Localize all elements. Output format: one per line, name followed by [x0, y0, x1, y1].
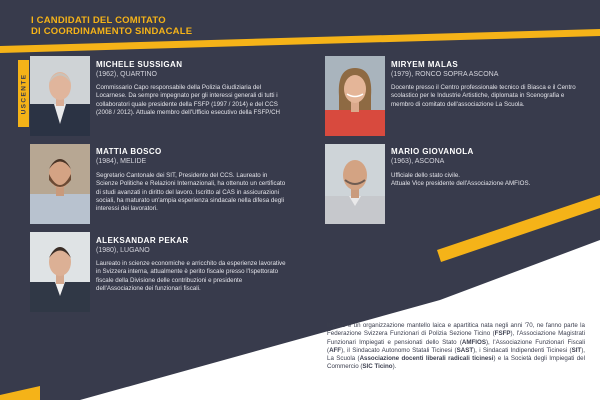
candidate-meta: (1963), ASCONA: [391, 158, 445, 165]
candidate-photo-sussigan: [30, 56, 90, 136]
candidate-name: MATTIA BOSCO: [96, 147, 162, 156]
candidate-photo-bosco: [30, 144, 90, 224]
candidate-meta: (1962), QUARTINO: [96, 71, 157, 78]
page-title-line1: I CANDIDATI DEL COMITATO: [31, 15, 166, 26]
uscente-badge-label: USCENTE: [20, 73, 27, 114]
candidate-name: MICHELE SUSSIGAN: [96, 60, 183, 69]
candidate-bio: Ufficiale dello stato civile. Attuale Vice presidente dell'Associazione AMFIOS.: [391, 172, 531, 188]
candidate-bio: Laureato in scienze economiche e arricchito da esperienze lavorative in Svizzera interna, attualmente è perito fiscale presso l'Ispettorato fiscale della Divisione delle contribuzioni e presidente dell'Associazione dei funzionari fiscali.: [96, 260, 286, 292]
candidate-name: MIRYEM MALAS: [391, 60, 459, 69]
page-title: [31, 15, 192, 37]
candidate-meta: (1979), RONCO SOPRA ASCONA: [391, 71, 499, 78]
candidate-photo-pekar: [30, 232, 90, 312]
candidate-bio: Commissario Capo responsabile della Polizia Giudiziaria del Locarnese. Da sempre impegnato per gli interessi generali di tutti i collaboratori quale presidente della FSFP (1997 / 2014) e del CCS (2008 / 2012). Attuale membro dell'Ufficio esecutivo della FSFP/CH: [96, 84, 281, 116]
candidate-meta: (1980), LUGANO: [96, 247, 150, 254]
ccs-description: Il CCS è un organizzazione mantello laica e apartitica nata negli anni '70, ne fanno parte la Federazione Svizzera Funzionari di Polizia Sezione Ticino (FSFP), l'Associazione Magistrati Funzionari Impiegati e pensionati dello Stato (AMFIOS), l'Associazione Funzionari Fiscali (AFF), il Sindacato Autonomo Statali Ticinesi (SAST), i Sindacati Indipendenti Ticinesi (SIT), La Scuola (Associazione docenti liberali radicali ticinesi) e la Società degli Impiegati del Commercio (SIC Ticino).: [327, 322, 585, 371]
candidate-photo-giovanola: [325, 144, 385, 224]
candidate-bio: Docente presso il Centro professionale tecnico di Biasca e il Centro scolastico per le Industrie Artistiche, diplomata in Scenografia e membro di comitato dell'associazione La Scuola.: [391, 84, 576, 108]
uscente-badge: [18, 60, 29, 127]
candidate-name: ALEKSANDAR PEKAR: [96, 236, 189, 245]
candidate-meta: (1984), MELIDE: [96, 158, 147, 165]
page-title-line2: DI COORDINAMENTO SINDACALE: [31, 26, 193, 37]
candidate-photo-malas: [325, 56, 385, 136]
candidate-bio: Segretario Cantonale dei SIT, Presidente del CCS. Laureato in Scienze Politiche e Relazioni Internazionali, ha ottenuto un certificato di studi avanzati in diritto del lavoro. Iscritto al CAS in assicurazioni sociali, ha maturato un'ampia esperienza sindacale nella difesa degli interessi dei lavoratori.: [96, 172, 286, 213]
candidate-name: MARIO GIOVANOLA: [391, 147, 474, 156]
